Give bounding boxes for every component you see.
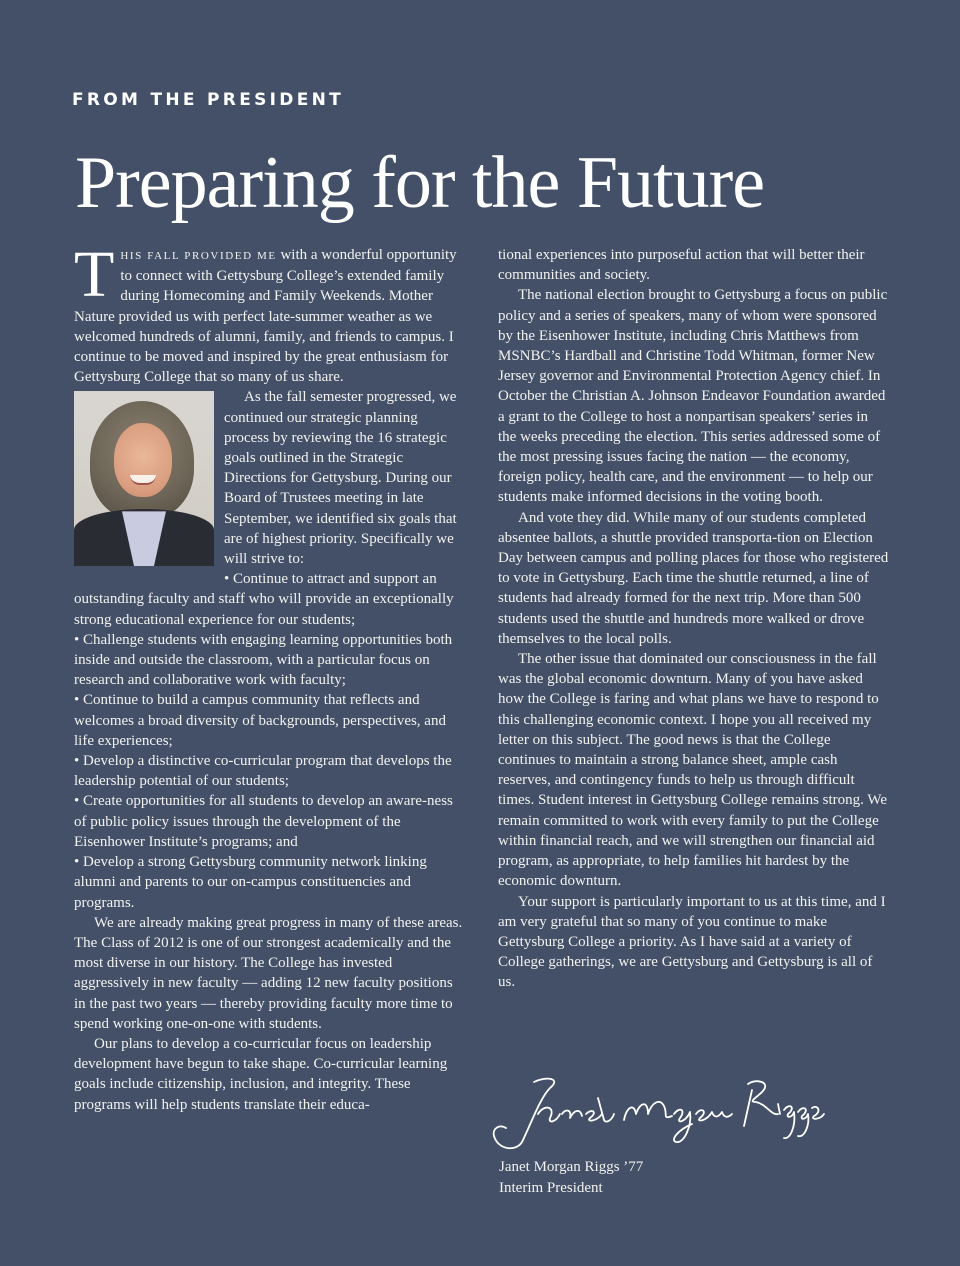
paragraph-election: The national election brought to Gettysburg a focus on public policy and a series of speakers, many of whom were sponsored by the Eisenhower Institute, including Chris Matthews from MSNBC’s Hardball and Christine Todd Whitman, former New Jersey governor and Environmental Protection Agency chief. In October the Christian A. Johnson Endeavor Foundation awarded a grant to the College to host a nonpartisan speakers’ series in the weeks preceding the election. This series addressed some of the most pressing issues facing the nation — the economy, foreign policy, health care, and the environment — to help our students make informed decisions in the voting booth. <box>498 287 888 506</box>
paragraph-leadership: Our plans to develop a co-curricular focus on leadership development have begun to take shape. Co-curricular learning goals include citizenship, inclusion, and integrity. These programs will help students translate their educa- <box>74 1035 448 1113</box>
article-column-right <box>498 245 890 993</box>
paragraph-strategy: As the fall semester progressed, we continued our strategic planning process by reviewing the 16 strategic goals outlined in the Strategic Directions for Gettysburg. During our Board of Trustees meeting in late September, we identified six goals that are of highest priority. Specifically we will strive to: <box>224 389 457 568</box>
bullet-item: • Continue to attract and support an outstanding faculty and staff who will provide an exceptionally strong educational experience for our students; <box>74 571 454 628</box>
signer-title: Interim President <box>499 1180 603 1196</box>
bullet-item: • Create opportunities for all students to develop an aware-ness of public policy issues through the development of the Eisenhower Institute’s programs; and <box>74 793 453 850</box>
bullet-item: • Challenge students with engaging learning opportunities both inside and outside the classroom, with a particular focus on research and collaborative work with faculty; <box>74 631 453 689</box>
section-kicker: FROM THE PRESIDENT <box>72 90 345 110</box>
paragraph-continued: tional experiences into purposeful action that will better their communities and society. <box>498 247 865 284</box>
page-title: Preparing for the Future <box>75 142 765 224</box>
paragraph-economy: The other issue that dominated our consciousness in the fall was the global economic downturn. Many of you have asked how the College is faring and what plans we have to respond to this challenging economic context. I hope you all received my letter on this subject. The good news is that the College continues to maintain a strong balance sheet, ample cash reserves, and contingency funds to help us through difficult times. Student interest in Gettysburg College remains strong. We remain committed to work with every family to put the College within financial reach, and we will strengthen our financial aid program, as appropriate, to help families hit hardest by the economic downturn. <box>498 651 888 890</box>
drop-cap: T <box>74 238 115 311</box>
paragraph-voting: And vote they did. While many of our students completed absentee ballots, a shuttle provided transporta-tion on Election Day between campus and polling places for those who registered to vote in Gettysburg. Each time the shuttle returned, a line of students had already formed for the next trip. More than 500 students used the shuttle and hundreds more walked or drove themselves to the local polls. <box>498 509 889 647</box>
bullet-item: • Develop a strong Gettysburg community network linking alumni and parents to our on-campus constituencies and programs. <box>74 854 427 911</box>
signer-name: Janet Morgan Riggs ’77 <box>499 1159 644 1175</box>
handwritten-signature <box>486 1068 826 1158</box>
paragraph-support: Your support is particularly important to us at this time, and I am very grateful that so many of you continue to make Gettysburg College a priority. As I have said at a variety of College gatherings, we are Gettysburg and Gettysburg is all of us. <box>498 893 886 991</box>
lead-in-small-caps: HIS FALL PROVIDED ME <box>120 250 277 262</box>
bullet-item: • Develop a distinctive co-curricular program that develops the leadership potential of our students; <box>74 753 452 790</box>
paragraph-intro <box>74 238 466 387</box>
president-portrait-photo <box>74 391 214 566</box>
paragraph-progress: We are already making great progress in many of these areas. The Class of 2012 is one of our strongest academically and the most diverse in our history. The College has invested aggressively in new faculty — adding 12 new faculty positions in the past two years — thereby providing faculty more time to spend working one-on-one with students. <box>74 914 463 1032</box>
bullet-item: • Continue to build a campus community that reflects and welcomes a broad diversity of backgrounds, perspectives, and life experiences; <box>74 692 446 749</box>
intro-text: with a wonderful opportunity to connect with Gettysburg College’s extended family during Homecoming and Family Weekends. Mother Nature provided us with perfect late-summer weather as we welcomed hundreds of alumni, family, and friends to campus. I continue to be moved and inspired by the great enthusiasm for Gettysburg College that so many of us share. <box>74 247 457 386</box>
article-column-left <box>74 238 466 1115</box>
